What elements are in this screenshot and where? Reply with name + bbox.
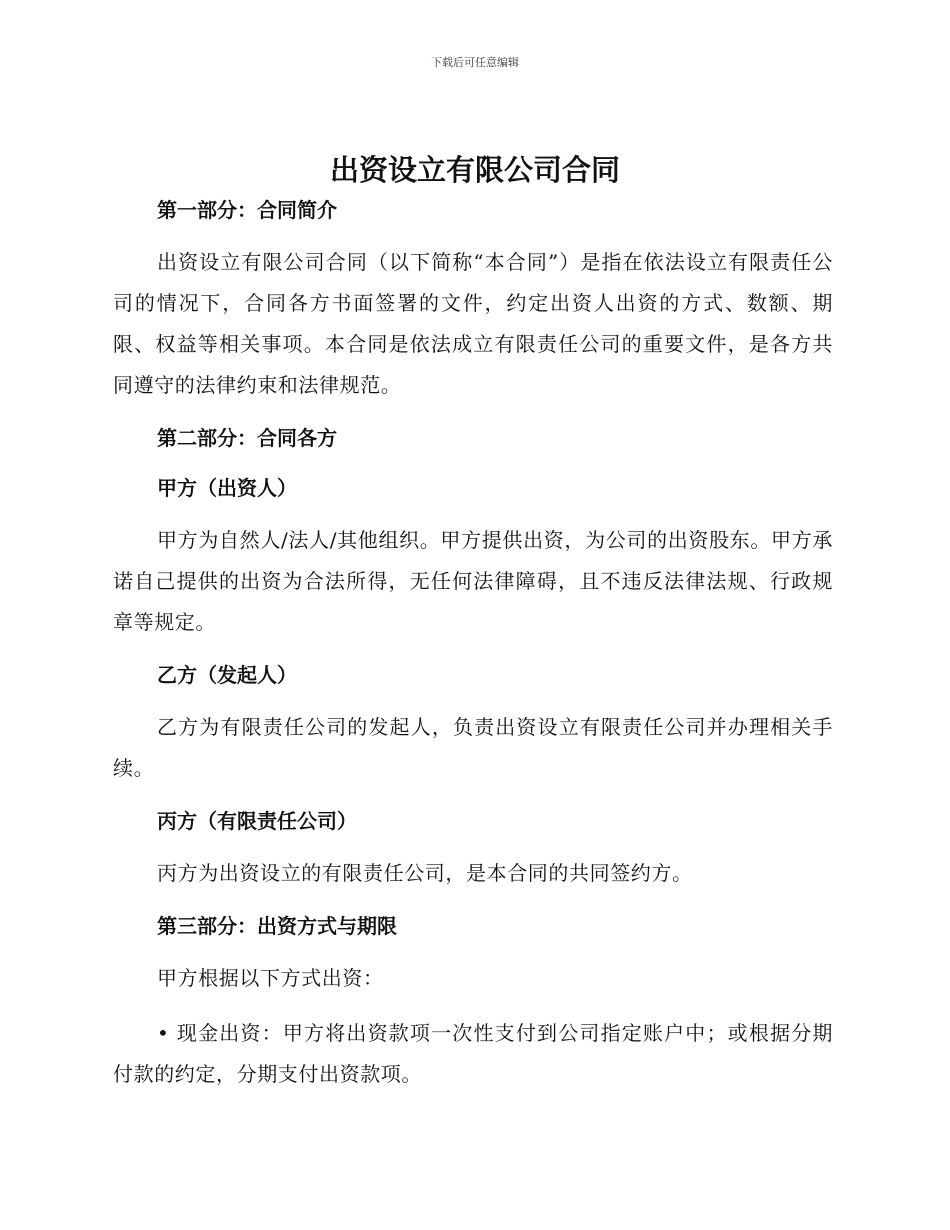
document-title: 出资设立有限公司合同 — [329, 153, 620, 187]
paragraph-party-a: 甲方为自然人/法人/其他组织。甲方提供出资，为公司的出资股东。甲方承诺自己提供的出资为合法所得，无任何法律障碍，且不违反法律法规、行政规章等规定。 — [113, 528, 833, 634]
paragraph-party-c: 丙方为出资设立的有限责任公司，是本合同的共同签约方。 — [157, 861, 693, 885]
party-heading-a: 甲方（出资人） — [157, 476, 297, 500]
bullet-cash-contribution: • 现金出资：甲方将出资款项一次性支付到公司指定账户中；或根据分期付款的约定，分期支付出资款项。 — [113, 1021, 833, 1086]
section-heading-part2: 第二部分：合同各方 — [157, 426, 337, 450]
section-heading-part3: 第三部分：出资方式与期限 — [157, 914, 397, 938]
paragraph-contract-intro: 出资设立有限公司合同（以下简称“本合同”）是指在依法设立有限责任公司的情况下，合同各方书面签署的文件，约定出资人出资的方式、数额、期限、权益等相关事项。本合同是依法成立有限责任公司的重要文件，是各方共同遵守的法律约束和法律规范。 — [113, 250, 833, 397]
paragraph-contribution-method: 甲方根据以下方式出资： — [157, 966, 384, 990]
section-heading-part1: 第一部分：合同简介 — [157, 198, 337, 222]
party-heading-b: 乙方（发起人） — [157, 663, 297, 687]
document-body — [113, 192, 833, 1109]
party-heading-c: 丙方（有限责任公司） — [157, 809, 357, 833]
paragraph-party-b: 乙方为有限责任公司的发起人，负责出资设立有限责任公司并办理相关手续。 — [113, 715, 833, 780]
page-header: 下载后可任意编辑 — [431, 56, 519, 69]
